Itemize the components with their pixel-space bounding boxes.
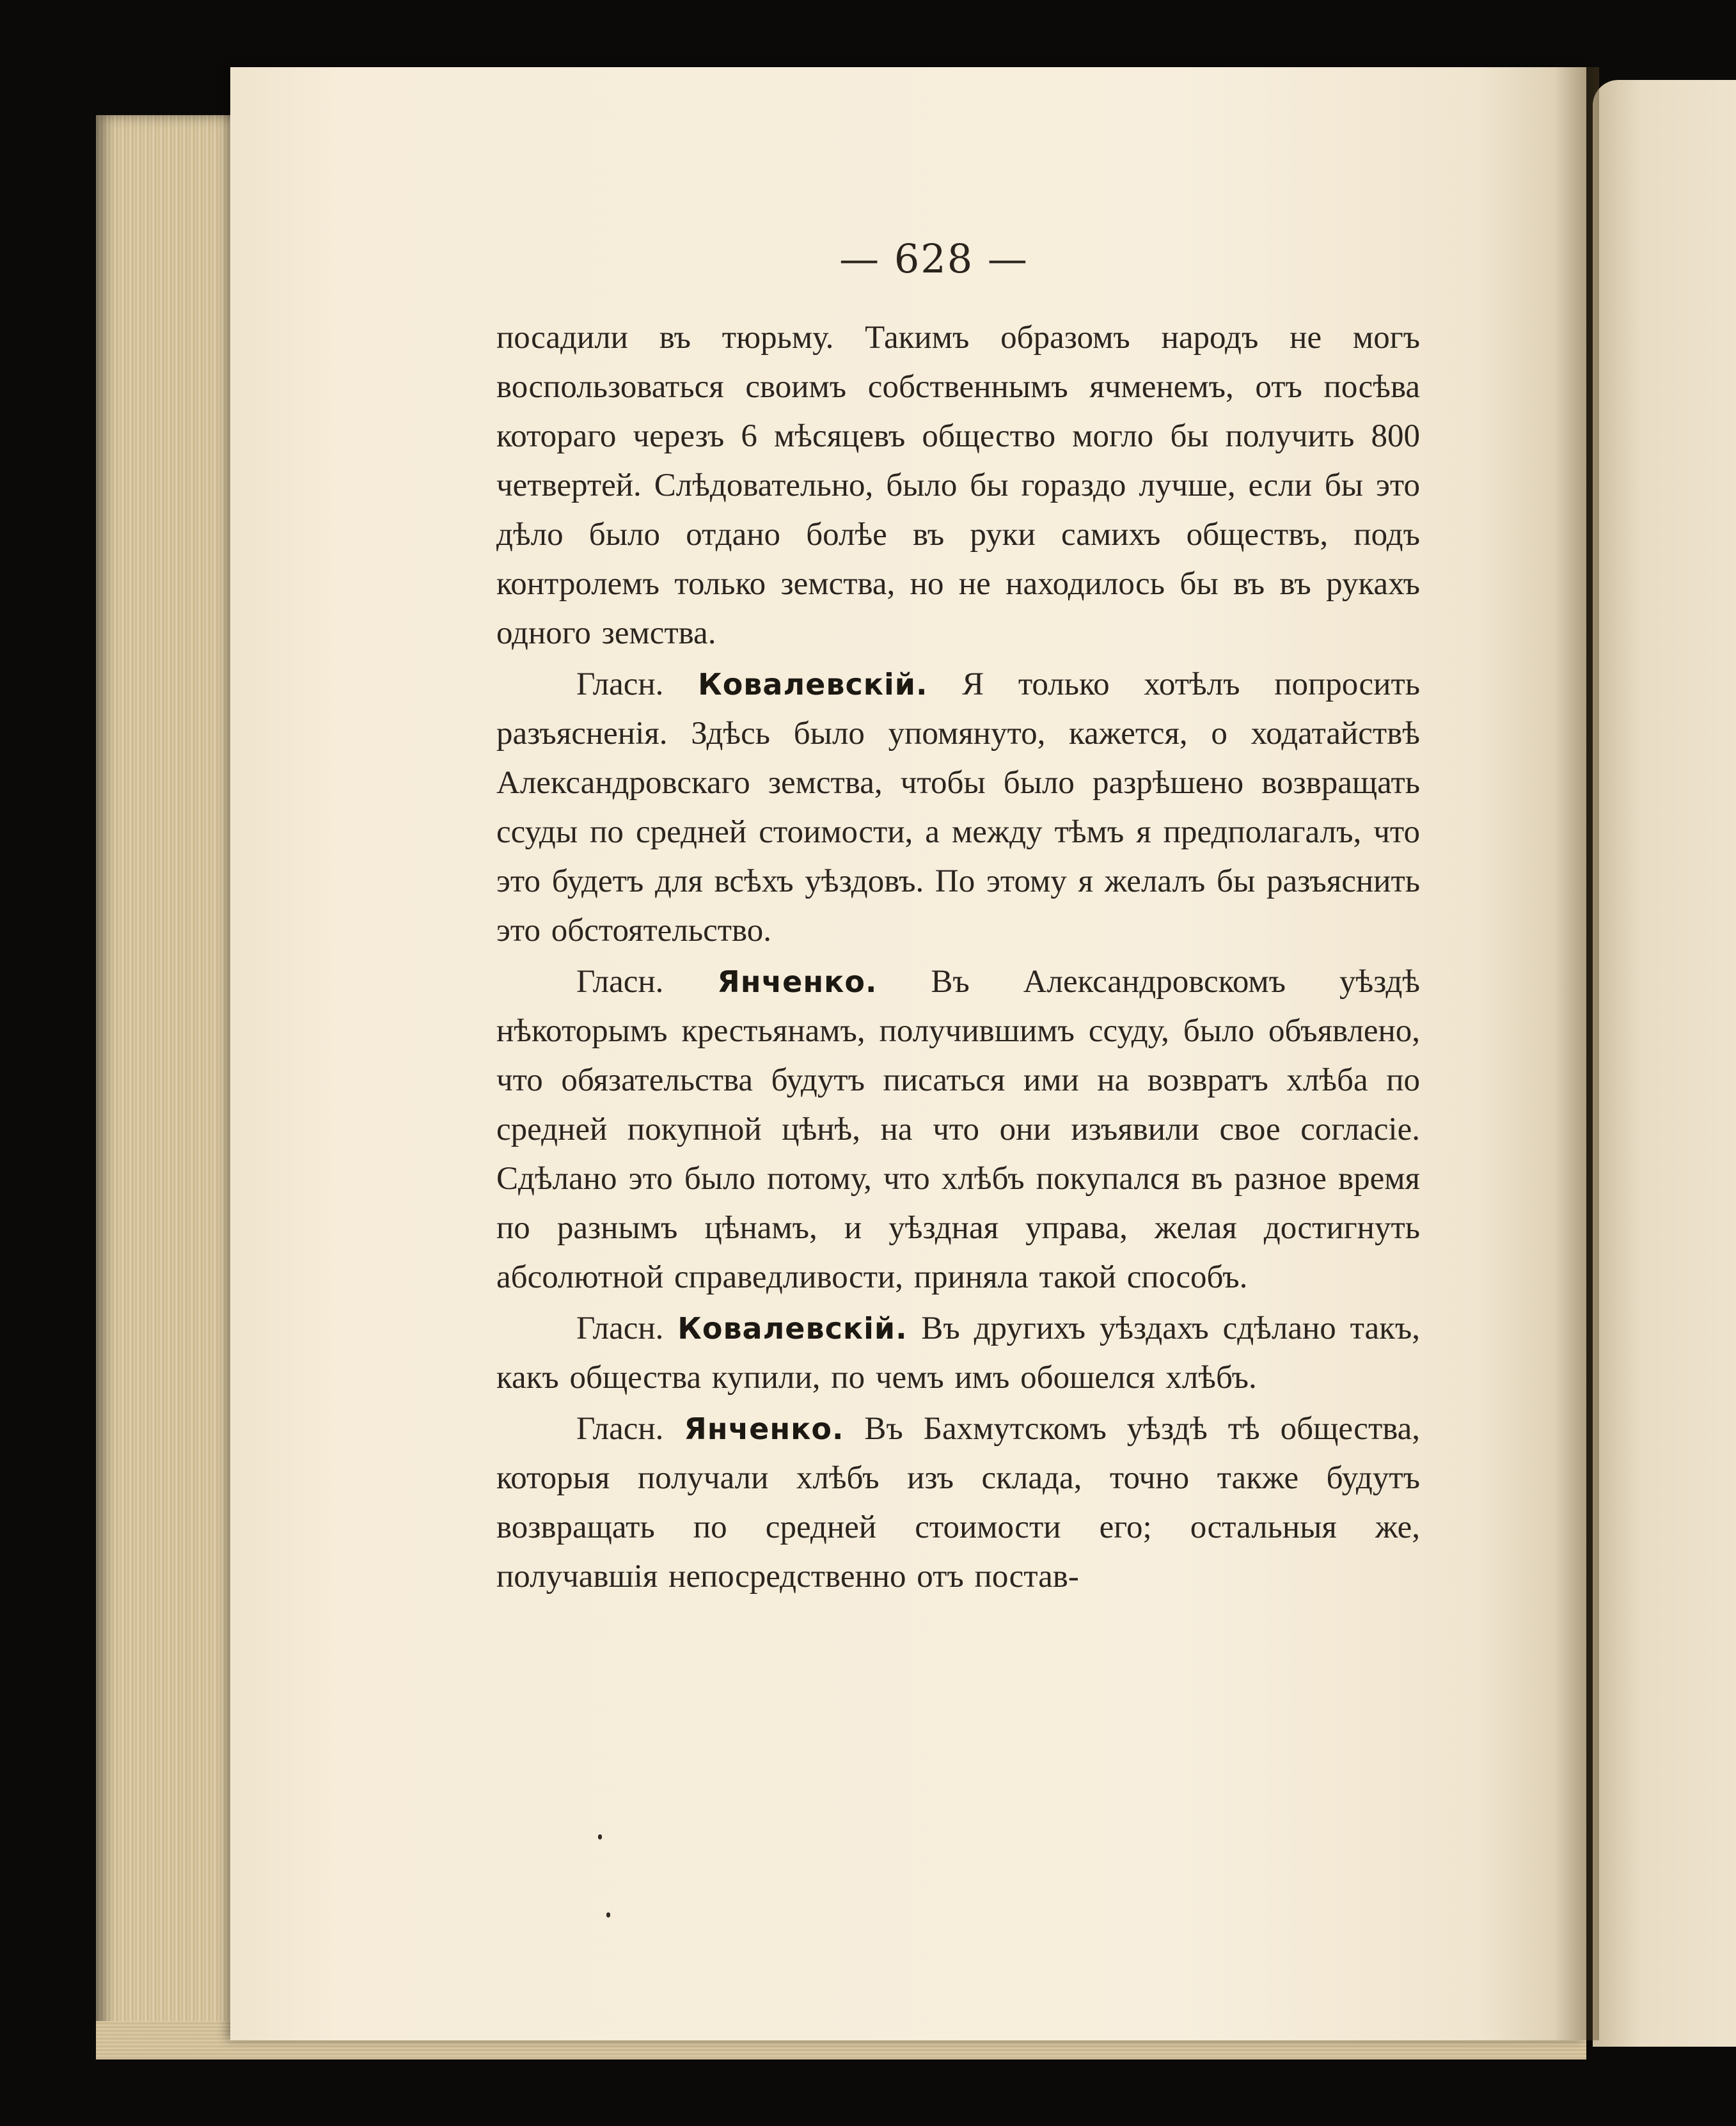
speaker-title: Гласн. — [576, 1311, 664, 1346]
paragraph-text: Въ Александровскомъ уѣздѣ нѣкоторымъ крестьянамъ, получившимъ ссуду, было объявлено, что обязательства будутъ писаться ими на возвратъ хлѣба по средней покупной цѣнѣ, на что они изъявили свое согласіе. Сдѣлано это было потому, что хлѣбъ покупался въ разное время по разнымъ цѣнамъ, и уѣздная управа, желая достигнуть абсолютной справедливости, приняла такой способъ. — [496, 964, 1421, 1295]
page-text — [496, 313, 1420, 1603]
speaker-name: Янченко. — [684, 1412, 844, 1446]
paragraph-kovalevsky-1 — [496, 660, 1420, 956]
speaker-title: Гласн. — [576, 964, 664, 1000]
page-number: — 628 — — [839, 235, 1029, 282]
speaker-name: Ковалевскій. — [677, 1311, 908, 1346]
paragraph-yanchenko-1 — [496, 957, 1420, 1302]
ink-speck — [598, 1834, 602, 1839]
facing-page-edge — [1593, 80, 1736, 2047]
paragraph-kovalevsky-2 — [496, 1304, 1420, 1403]
paragraph-continuation — [496, 313, 1420, 658]
speaker-name: Ковалевскій. — [698, 667, 928, 702]
paragraph-text: посадили въ тюрьму. Такимъ образомъ народъ не могъ воспользоваться своимъ собственнымъ ячменемъ, отъ посѣва котораго черезъ 6 мѣсяцевъ общество могло бы получить 800 четвертей. Слѣдовательно, было бы гораздо лучше, если бы это дѣло было отдано болѣе въ руки самихъ обществъ, подъ контролемъ только земства, но не находилось бы въ въ рукахъ одного земства. — [496, 320, 1420, 651]
speaker-title: Гласн. — [576, 1411, 664, 1447]
paragraph-text: Въ Бахмутскомъ уѣздѣ тѣ общества, которыя получали хлѣбъ изъ склада, точно также будутъ возвращать по средней стоимости его; остальныя же, получавшія непосредственно отъ постав- — [496, 1411, 1421, 1594]
speaker-title: Гласн. — [576, 666, 664, 702]
ink-speck — [606, 1912, 610, 1917]
speaker-name: Янченко. — [717, 965, 878, 999]
paragraph-text: Въ другихъ уѣздахъ сдѣлано такъ, какъ общества купили, по чемъ имъ обошелся хлѣбъ. — [496, 1311, 1421, 1396]
paragraph-yanchenko-2 — [496, 1405, 1420, 1602]
gutter-shadow — [1554, 67, 1599, 2040]
paragraph-text: Я только хотѣлъ попросить разъясненія. Здѣсь было упомянуто, кажется, о ходатайствѣ Александровскаго земства, чтобы было разрѣшено возвращать ссуды по средней стоимости, а между тѣмъ я предполагалъ, что это будетъ для всѣхъ уѣздовъ. По этому я желалъ бы разъяснить это обстоятельство. — [496, 666, 1421, 949]
